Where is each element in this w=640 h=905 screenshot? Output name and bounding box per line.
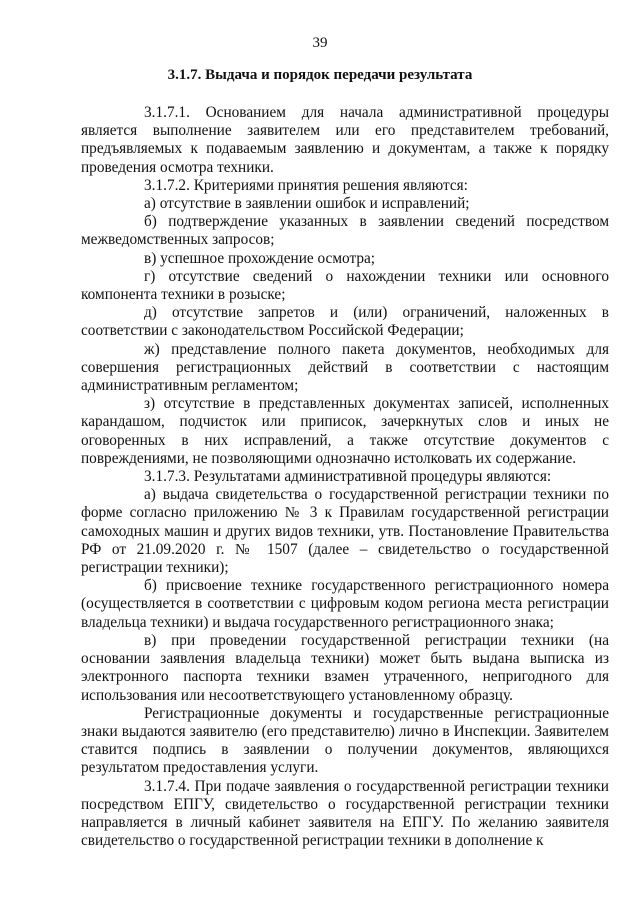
result-item-b: б) присвоение технике государственного регистрационного номера (осуществляется в соответствии с цифровым кодом региона места регистрации владельца техники) и выдача государственного регистрационного знака; [81, 577, 609, 631]
paragraph-3-1-7-4: 3.1.7.4. При подаче заявления о государственной регистрации техники посредством ЕПГУ, свидетельство о государственной регистрации техники направляется в личный кабинет заявителя на ЕПГУ. По желанию заявителя свидетельство о государственной регистрации техники в дополнение к [81, 777, 609, 850]
list-item-zh: ж) представление полного пакета документов, необходимых для совершения регистрационных действий в соответствии с настоящим административным регламентом; [81, 340, 609, 395]
section-heading: 3.1.7. Выдача и порядок передачи результата [167, 67, 473, 83]
list-item-b: б) подтверждение указанных в заявлении сведений посредством межведомственных запросов; [81, 213, 609, 249]
paragraph-3-1-7-1: 3.1.7.1. Основанием для начала административной процедуры является выполнение заявителем или его представителем требований, предъявляемых к подаваемым заявлению и документам, а также к порядку проведения осмотра техники. [81, 104, 609, 176]
list-item-a: а) отсутствие в заявлении ошибок и исправлений; [144, 195, 470, 213]
list-item-d: д) отсутствие запретов и (или) ограничений, наложенных в соответствии с законодательством Российской Федерации; [81, 304, 609, 340]
result-item-a: а) выдача свидетельства о государственной регистрации техники по форме согласно приложению № 3 к Правилам государственной регистрации самоходных машин и других видов техники, утв. Постановление Правительства РФ от 21.09.2020 г. № 1507 (далее – свидетельство о государственной регистрации техники); [81, 486, 609, 577]
paragraph-registration-documents: Регистрационные документы и государственные регистрационные знаки выдаются заявителю (его представителю) лично в Инспекции. Заявителем ставится подпись в заявлении о получении документов, являющихся результатом предоставления услуги. [81, 704, 609, 777]
paragraph-3-1-7-3: 3.1.7.3. Результатами административной процедуры являются: [144, 468, 552, 486]
page-number: 39 [312, 35, 328, 51]
list-item-z: з) отсутствие в представленных документах записей, исполненных карандашом, подчисток или приписок, зачеркнутых слов и иных не оговоренных в них исправлений, а также отсутствие документов с повреждениями, не позволяющими однозначно истолковать их содержание. [81, 395, 609, 467]
list-item-v: в) успешное прохождение осмотра; [144, 249, 376, 267]
body-text [81, 104, 609, 850]
list-item-g: г) отсутствие сведений о нахождении техники или основного компонента техники в розыске; [81, 267, 609, 304]
paragraph-3-1-7-2: 3.1.7.2. Критериями принятия решения являются: [144, 176, 468, 194]
result-item-v: в) при проведении государственной регистрации техники (на основании заявления владельца техники) может быть выдана выписка из электронного паспорта техники взамен утраченного, непригодного для использования или несоответствующего установленному образцу. [81, 631, 609, 704]
